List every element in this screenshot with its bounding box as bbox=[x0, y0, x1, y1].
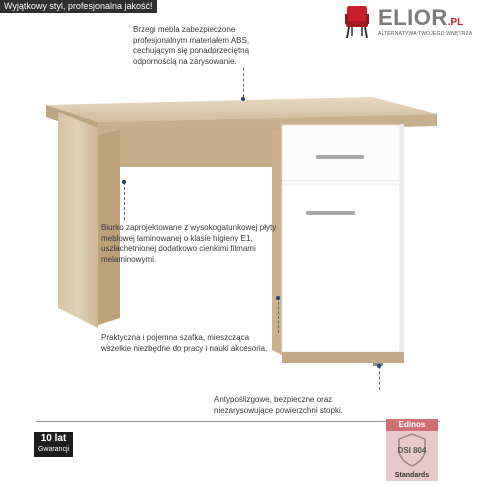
certification-label: Standards bbox=[394, 472, 430, 479]
bottom-divider bbox=[36, 421, 440, 422]
marker-edges bbox=[241, 97, 245, 101]
leader-line-edges bbox=[243, 68, 244, 97]
warranty-badge bbox=[34, 432, 73, 457]
cabinet-plinth bbox=[282, 352, 404, 363]
certification-code: DSI 804 bbox=[397, 446, 427, 455]
door-handle bbox=[306, 211, 355, 215]
certification-badge bbox=[386, 419, 438, 481]
feature-cabinet-note: Praktyczna i pojemna szafka, mieszcząca wszelkie niezbędne do pracy i nauki akcesoria. bbox=[101, 333, 268, 353]
drawer-front bbox=[282, 125, 400, 181]
brand-name: ELIOR.PL bbox=[378, 5, 464, 30]
door-front bbox=[282, 184, 400, 352]
leader-line-cabinet bbox=[278, 297, 279, 333]
leader-line-feet bbox=[379, 366, 380, 390]
back-panel bbox=[118, 127, 278, 167]
left-leg bbox=[58, 112, 98, 328]
warranty-value: 10 lat bbox=[40, 433, 67, 444]
feature-feet-note: Antypoślizgowe, bezpieczne oraz niezarysowujące powierzchni stopki. bbox=[214, 395, 343, 415]
marker-cabinet bbox=[276, 296, 280, 300]
certification-brand: Edinos bbox=[386, 419, 438, 431]
drawer-handle bbox=[316, 155, 364, 159]
leader-line-board bbox=[124, 182, 125, 220]
marker-board bbox=[122, 180, 126, 184]
cabinet-right-edge bbox=[400, 124, 404, 354]
tagline-text: Wyjątkowy styl, profesjonalna jakość! bbox=[4, 1, 153, 11]
brand-suffix: .PL bbox=[447, 17, 464, 28]
feature-edges-note: Brzegi mebla zabezpieczone profesjonalnym materiałem ABS, cechującym się ponadprzeciętną odpornością na zarysowanie. bbox=[133, 25, 250, 66]
feature-board-note: Biurko zaprojektowane z wysokogatunkowej płyty meblowej laminowanej o klasie higieny E1, uszlachetnionej dodatkowo cienkimi filmami melaminowymi. bbox=[101, 223, 277, 264]
marker-feet bbox=[377, 364, 381, 368]
brand-tagline: ALTERNATYWA TWOJEGO WNĘTRZA bbox=[378, 31, 473, 37]
warranty-label: Gwarancji bbox=[37, 446, 70, 453]
